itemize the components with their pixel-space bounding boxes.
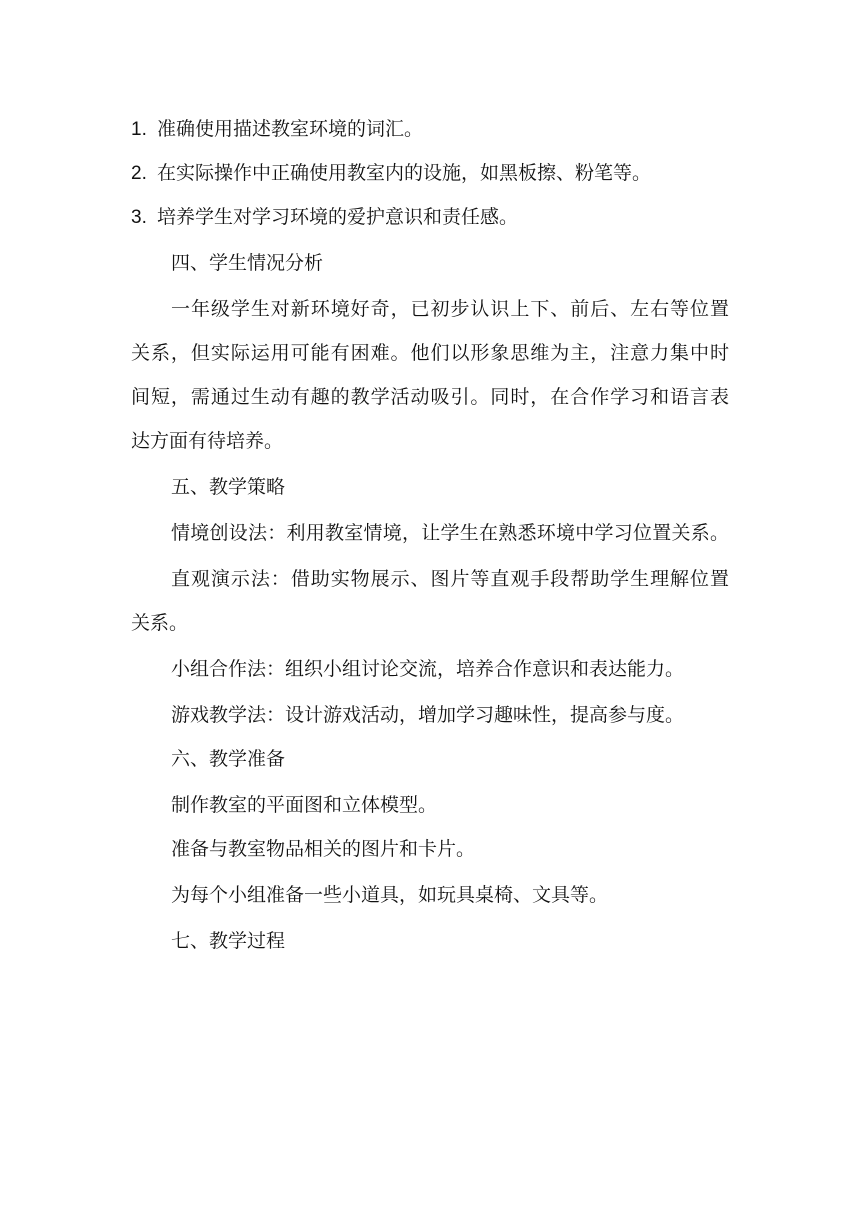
paragraph-line: 情境创设法：利用教室情境，让学生在熟悉环境中学习位置关系。 (171, 522, 729, 544)
goal-item-3 (131, 205, 518, 230)
paragraph-line: 小组合作法：组织小组讨论交流，培养合作意识和表达能力。 (171, 658, 685, 680)
goal-number: 1. (131, 119, 147, 140)
paragraph-line: 间短，需通过生动有趣的教学活动吸引。同时，在合作学习和语言表 (131, 386, 729, 408)
goal-text: 在实际操作中正确使用教室内的设施，如黑板擦、粉笔等。 (157, 162, 652, 184)
goal-text: 准确使用描述教室环境的词汇。 (157, 118, 424, 140)
paragraph-line: 关系，但实际运用可能有困难。他们以形象思维为主，注意力集中时 (131, 342, 729, 364)
paragraph-line: 一年级学生对新环境好奇，已初步认识上下、前后、左右等位置 (171, 298, 729, 320)
goal-item-2 (131, 161, 651, 186)
paragraph-line: 直观演示法：借助实物展示、图片等直观手段帮助学生理解位置 (171, 568, 729, 590)
section-heading-strategy: 五、教学策略 (171, 476, 286, 498)
goal-number: 2. (131, 163, 147, 184)
goal-item-1 (131, 117, 423, 142)
paragraph-line: 为每个小组准备一些小道具，如玩具桌椅、文具等。 (171, 884, 609, 906)
paragraph-line: 达方面有待培养。 (131, 430, 284, 452)
section-heading-student-analysis: 四、学生情况分析 (171, 252, 324, 274)
section-heading-preparation: 六、教学准备 (171, 748, 286, 770)
goal-text: 培养学生对学习环境的爱护意识和责任感。 (157, 206, 519, 228)
paragraph-line: 关系。 (131, 612, 189, 634)
paragraph-line: 游戏教学法：设计游戏活动，增加学习趣味性，提高参与度。 (171, 704, 685, 726)
section-heading-process: 七、教学过程 (171, 930, 286, 952)
paragraph-line: 制作教室的平面图和立体模型。 (171, 794, 438, 816)
goal-number: 3. (131, 207, 147, 228)
paragraph-line: 准备与教室物品相关的图片和卡片。 (171, 838, 476, 860)
